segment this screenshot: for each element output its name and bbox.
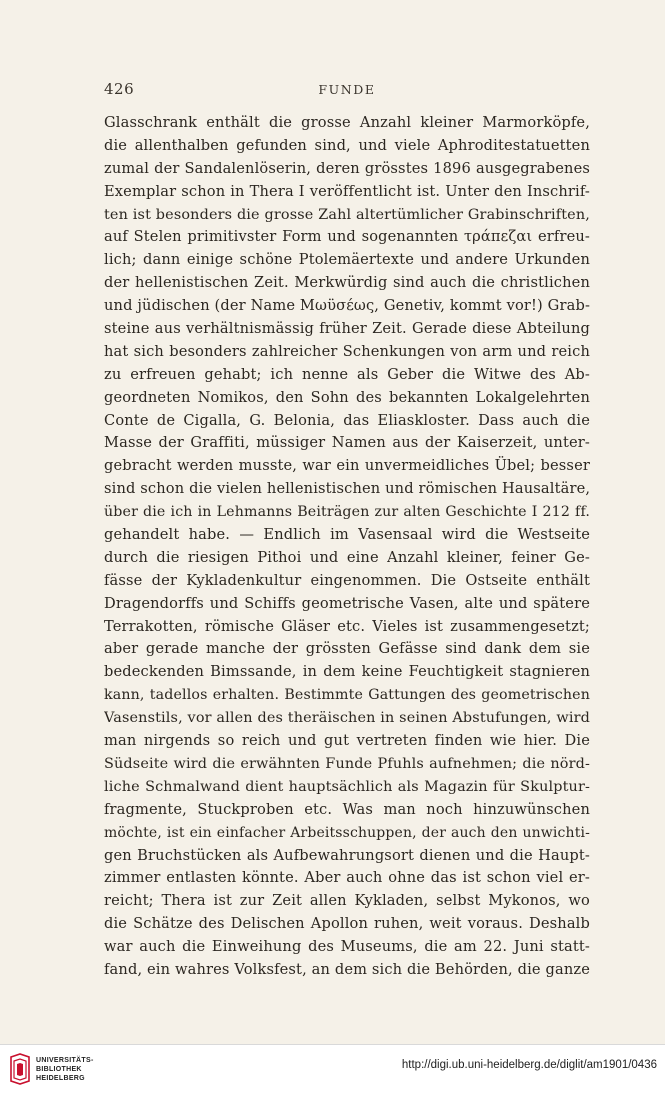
text-line: Vasenstils, vor allen des theräischen in seinen Abstufungen, wird (104, 710, 590, 727)
text-line: geordneten Nomikos, den Sohn des bekannten Lokalgelehrten (104, 388, 590, 406)
text-line: die allenthalben gefunden sind, und viele Aphroditestatuetten (104, 136, 590, 154)
heidelberg-library-logo-icon (8, 1053, 32, 1085)
text-line: Südseite wird die erwähnten Funde Pfuhls aufnehmen; die nörd- (104, 755, 590, 772)
page-number: 426 (104, 80, 135, 98)
text-line: reicht; Thera ist zur Zeit allen Kykladen, selbst Mykonos, wo (104, 892, 590, 910)
text-line: hat sich besonders zahlreicher Schenkungen von arm und reich (104, 342, 590, 360)
text-line: kann, tadellos erhalten. Bestimmte Gattungen des geometrischen (104, 687, 590, 704)
library-name-line: BIBLIOTHEK (36, 1066, 82, 1073)
text-line: lich; dann einige schöne Ptolemäertexte und andere Urkunden (104, 251, 590, 269)
text-line: Masse der Graffiti, müssiger Namen aus der Kaiserzeit, unter- (104, 434, 590, 452)
source-url-link[interactable]: http://digi.ub.uni-heidelberg.de/diglit/am1901/0436 (401, 1059, 657, 1071)
text-line: möchte, ist ein einfacher Arbeitsschuppen, der auch den unwichti- (104, 824, 590, 841)
text-line: fragmente, Stuckproben etc. Was man noch hinzuwünschen (104, 800, 590, 818)
body-text (104, 112, 590, 982)
text-line: gehandelt habe. — Endlich im Vasensaal wird die Westseite (104, 526, 590, 544)
footer-bar (0, 1044, 665, 1094)
text-line: gebracht werden musste, war ein unvermeidliches Übel; besser (104, 457, 590, 475)
text-line: fässe der Kykladenkultur eingenommen. Die Ostseite enthält (104, 571, 590, 589)
text-line: Exemplar schon in Thera I veröffentlicht ist. Unter den Inschrif- (104, 182, 590, 200)
text-line: Glasschrank enthält die grosse Anzahl kleiner Marmorköpfe, (104, 114, 590, 131)
text-line: Dragendorffs und Schiffs geometrische Vasen, alte und spätere (104, 594, 590, 612)
library-name-line: HEIDELBERG (36, 1075, 85, 1082)
text-line: Terrakotten, römische Gläser etc. Vieles ist zusammengesetzt; (104, 617, 590, 635)
text-line: Conte de Cigalla, G. Belonia, das Eliaskloster. Dass auch die (104, 411, 590, 429)
text-line: die Schätze des Delischen Apollon ruhen, weit voraus. Deshalb (104, 915, 590, 933)
library-name-line: UNIVERSITÄTS- (36, 1057, 94, 1064)
text-line: zimmer entlasten könnte. Aber auch ohne das ist schon viel er- (104, 869, 590, 887)
page-header (104, 80, 590, 100)
text-line: der hellenistischen Zeit. Merkwürdig sind auch die christlichen (104, 274, 590, 292)
text-line: zumal der Sandalenlöserin, deren grösstes 1896 ausgegrabenes (104, 159, 590, 177)
text-line: durch die riesigen Pithoi und eine Anzahl kleiner, feiner Ge- (104, 548, 590, 566)
text-line: gen Bruchstücken als Aufbewahrungsort dienen und die Haupt- (104, 846, 590, 864)
text-line: und jüdischen (der Name Μωϋσέως, Genetiv, kommt vor!) Grab- (104, 297, 590, 315)
text-line: auf Stelen primitivster Form und sogenannten τράπεζαι erfreu- (104, 228, 590, 246)
library-name (36, 1056, 94, 1083)
text-line: zu erfreuen gehabt; ich nenne als Geber die Witwe des Ab- (104, 365, 590, 383)
text-line: ten ist besonders die grosse Zahl altertümlicher Grabinschriften, (104, 206, 590, 223)
text-line: fand, ein wahres Volksfest, an dem sich die Behörden, die ganze (104, 960, 590, 978)
text-line: man nirgends so reich und gut vertreten finden wie hier. Die (104, 732, 590, 750)
text-line: liche Schmalwand dient hauptsächlich als Magazin für Skulptur- (104, 778, 590, 795)
text-line: war auch die Einweihung des Museums, die am 22. Juni statt- (104, 938, 590, 956)
text-line: sind schon die vielen hellenistischen und römischen Hausaltäre, (104, 480, 590, 498)
text-line: bedeckenden Bimssande, in dem keine Feuchtigkeit stagnieren (104, 663, 590, 681)
text-line: aber gerade manche der grössten Gefässe sind dank dem sie (104, 640, 590, 658)
running-title: FUNDE (318, 82, 376, 97)
text-line: über die ich in Lehmanns Beiträgen zur alten Geschichte I 212 ff. (104, 504, 590, 521)
text-line: steine aus verhältnismässig früher Zeit. Gerade diese Abteilung (104, 320, 590, 338)
